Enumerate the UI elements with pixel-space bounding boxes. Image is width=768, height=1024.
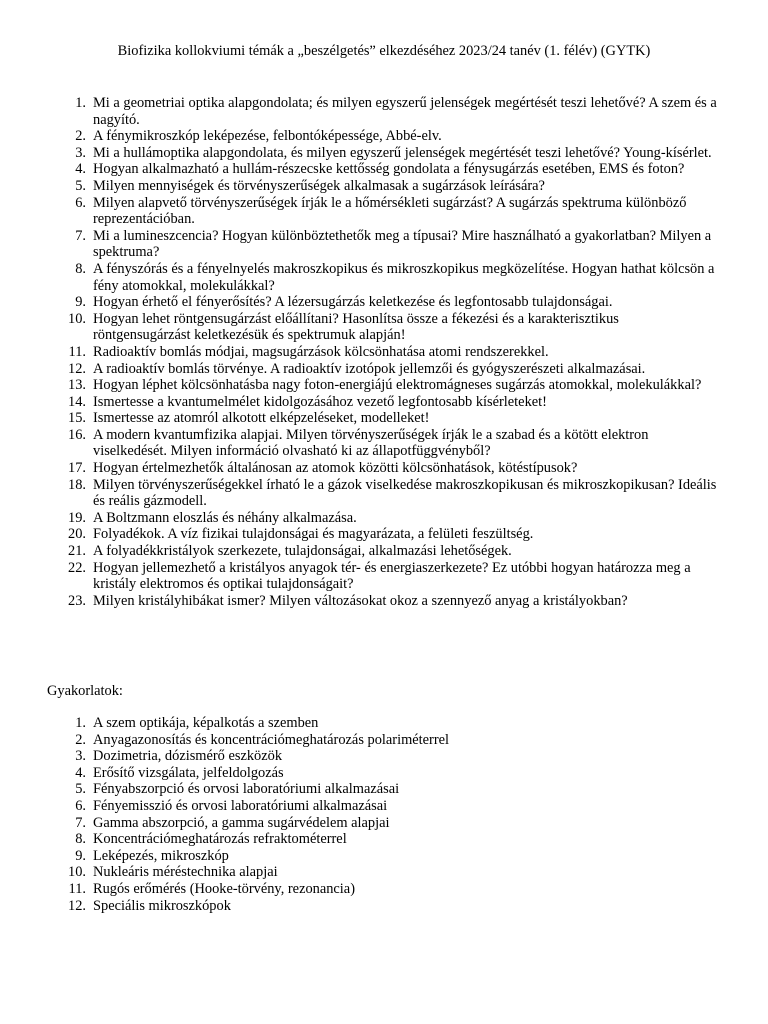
topic-item	[0, 294, 768, 311]
topic-item	[0, 261, 768, 294]
topic-item	[0, 95, 768, 128]
list-item-number: 13.	[68, 377, 86, 394]
list-item-text: Hogyan jellemezhető a kristályos anyagok tér- és energiaszerkezete? Ez utóbbi hogyan határozza meg a kristály elektromos és optikai tulajdonságait?	[93, 559, 691, 593]
list-item-text: Milyen törvényszerűségekkel írható le a gázok viselkedése makroszkopikusan és mikroszkopikusan? Ideális és reális gázmodell.	[93, 476, 717, 510]
list-item-number: 3.	[75, 144, 86, 161]
practical-item	[0, 815, 768, 832]
list-item-number: 12.	[68, 360, 86, 377]
list-item-number: 9.	[75, 847, 86, 864]
list-item-number: 7.	[75, 814, 86, 831]
list-item-text: Erősítő vizsgálata, jelfeldolgozás	[93, 764, 284, 781]
list-item-number: 1.	[75, 715, 86, 731]
list-item-number: 16.	[68, 426, 86, 443]
list-item-text: Hogyan lehet röntgensugárzást előállítani? Hasonlítsa össze a fékezési és a karakterisztikus röntgensugárzást keletkezésük és spektrumuk alapján!	[93, 310, 619, 344]
list-item-number: 14.	[68, 393, 86, 410]
list-item-text: A fényszórás és a fényelnyelés makroszkopikus és mikroszkopikus megközelítése. Hogyan hathat kölcsön a fény atomokkal, molekulákkal?	[93, 260, 715, 294]
list-item-number: 10.	[68, 864, 86, 881]
topic-item	[0, 526, 768, 543]
list-item-text: Mi a geometriai optika alapgondolata; és milyen egyszerű jelenségek megértését teszi lehetővé? A szem és a nagyító.	[93, 95, 717, 128]
list-item-number: 5.	[75, 781, 86, 798]
list-item-number: 9.	[75, 294, 86, 311]
list-item-text: Fényabszorpció és orvosi laboratóriumi alkalmazásai	[93, 781, 400, 798]
list-item-number: 8.	[75, 831, 86, 848]
list-item-number: 4.	[75, 161, 86, 178]
list-item-number: 10.	[68, 310, 86, 327]
list-item-text: Gamma abszorpció, a gamma sugárvédelem alapjai	[93, 814, 390, 831]
list-item-text: Rugós erőmérés (Hooke-törvény, rezonancia)	[93, 880, 355, 897]
practical-item	[0, 864, 768, 881]
topic-item	[0, 460, 768, 477]
list-item-text: A fénymikroszkóp leképezése, felbontóképessége, Abbé-elv.	[93, 128, 442, 145]
list-item-number: 19.	[68, 509, 86, 526]
list-item-number: 23.	[68, 592, 86, 609]
practical-item	[0, 765, 768, 782]
list-item-number: 6.	[75, 797, 86, 814]
list-item-number: 3.	[75, 748, 86, 765]
topic-item	[0, 161, 768, 178]
practical-item	[0, 715, 768, 732]
list-item-number: 8.	[75, 260, 86, 277]
topic-item	[0, 128, 768, 145]
list-item-text: Milyen kristályhibákat ismer? Milyen változásokat okoz a szennyező anyag a kristályokban?	[93, 592, 628, 609]
list-item-text: Leképezés, mikroszkóp	[93, 847, 229, 864]
list-item-text: Nukleáris méréstechnika alapjai	[93, 864, 278, 881]
list-item-number: 2.	[75, 128, 86, 145]
list-item-text: Speciális mikroszkópok	[93, 897, 231, 914]
practical-item	[0, 732, 768, 749]
list-item-number: 15.	[68, 410, 86, 427]
list-item-text: Radioaktív bomlás módjai, magsugárzások kölcsönhatása atomi rendszerekkel.	[93, 343, 549, 360]
list-item-number: 6.	[75, 194, 86, 211]
list-item-text: Hogyan léphet kölcsönhatásba nagy foton-energiájú elektromágneses sugárzás atomokkal, molekulákkal?	[93, 377, 702, 394]
list-item-number: 12.	[68, 897, 86, 914]
topic-item	[0, 195, 768, 228]
topic-item	[0, 311, 768, 344]
practical-item	[0, 798, 768, 815]
list-item-number: 4.	[75, 764, 86, 781]
list-item-text: Milyen alapvető törvényszerűségek írják le a hőmérsékleti sugárzást? A sugárzás spektruma különböző reprezentációban.	[93, 194, 687, 228]
topic-item	[0, 228, 768, 261]
practical-item	[0, 748, 768, 765]
topic-item	[0, 510, 768, 527]
practicals-heading: Gyakorlatok:	[47, 683, 123, 699]
list-item-number: 21.	[68, 543, 86, 560]
list-item-text: Milyen mennyiségek és törvényszerűségek alkalmasak a sugárzások leírására?	[93, 177, 545, 194]
document-title: Biofizika kollokviumi témák a „beszélgetés” elkezdéséhez 2023/24 tanév (1. félév) (GYTK)	[117, 43, 651, 59]
list-item-text: A modern kvantumfizika alapjai. Milyen törvényszerűségek írják le a szabad és a kötött elektron viselkedését. Milyen információ olvasható ki az állapotfüggvényből?	[93, 426, 649, 460]
practical-item	[0, 848, 768, 865]
practical-item	[0, 831, 768, 848]
list-item-number: 18.	[68, 476, 86, 493]
list-item-text: Dozimetria, dózismérő eszközök	[93, 748, 283, 765]
list-item-text: Koncentrációmeghatározás refraktométerrel	[93, 831, 347, 848]
list-item-text: Hogyan értelmezhetők általánosan az atomok közötti kölcsönhatások, kötéstípusok?	[93, 460, 578, 477]
list-item-number: 11.	[68, 880, 86, 897]
topic-list	[0, 95, 768, 609]
list-item-text: Hogyan érhető el fényerősítés? A lézersugárzás keletkezése és legfontosabb tulajdonságai.	[93, 294, 613, 311]
topic-item	[0, 377, 768, 394]
list-item-text: Ismertesse az atomról alkotott elképzeléseket, modelleket!	[93, 410, 430, 427]
list-item-text: A radioaktív bomlás törvénye. A radioaktív izotópok jellemzői és gyógyszerészeti alkalmazásai.	[93, 360, 646, 377]
list-item-text: Mi a lumineszcencia? Hogyan különböztethetők meg a típusai? Mire használható a gyakorlatban? Milyen a spektruma?	[93, 227, 712, 261]
practicals-list	[0, 715, 768, 914]
topic-item	[0, 344, 768, 361]
topic-item	[0, 427, 768, 460]
practical-item	[0, 898, 768, 915]
list-item-text: Ismertesse a kvantumelmélet kidolgozásához vezető legfontosabb kísérleteket!	[93, 393, 547, 410]
list-item-text: A folyadékkristályok szerkezete, tulajdonságai, alkalmazási lehetőségek.	[93, 543, 512, 560]
topic-item	[0, 477, 768, 510]
list-item-text: Anyagazonosítás és koncentrációmeghatározás polariméterrel	[93, 731, 450, 748]
list-item-text: Fényemisszió és orvosi laboratóriumi alkalmazásai	[93, 797, 388, 814]
list-item-text: A szem optikája, képalkotás a szemben	[93, 715, 319, 731]
practical-item	[0, 881, 768, 898]
list-item-text: Hogyan alkalmazható a hullám-részecske kettősség gondolata a fénysugárzás esetében, EMS és foton?	[93, 161, 685, 178]
list-item-text: Mi a hullámoptika alapgondolata, és milyen egyszerű jelenségek megértését teszi lehetővé? Young-kísérlet.	[93, 144, 712, 161]
list-item-number: 1.	[75, 95, 86, 111]
list-item-number: 17.	[68, 460, 86, 477]
practical-item	[0, 781, 768, 798]
topic-item	[0, 410, 768, 427]
list-item-number: 22.	[68, 559, 86, 576]
list-item-text: Folyadékok. A víz fizikai tulajdonságai és magyarázata, a felületi feszültség.	[93, 526, 534, 543]
topic-item	[0, 178, 768, 195]
topic-item	[0, 145, 768, 162]
list-item-number: 5.	[75, 177, 86, 194]
list-item-number: 20.	[68, 526, 86, 543]
topic-item	[0, 593, 768, 610]
topic-item	[0, 543, 768, 560]
topic-item	[0, 560, 768, 593]
list-item-number: 2.	[75, 731, 86, 748]
topic-item	[0, 394, 768, 411]
list-item-text: A Boltzmann eloszlás és néhány alkalmazása.	[93, 509, 357, 526]
list-item-number: 11.	[68, 343, 86, 360]
list-item-number: 7.	[75, 227, 86, 244]
topic-item	[0, 361, 768, 378]
